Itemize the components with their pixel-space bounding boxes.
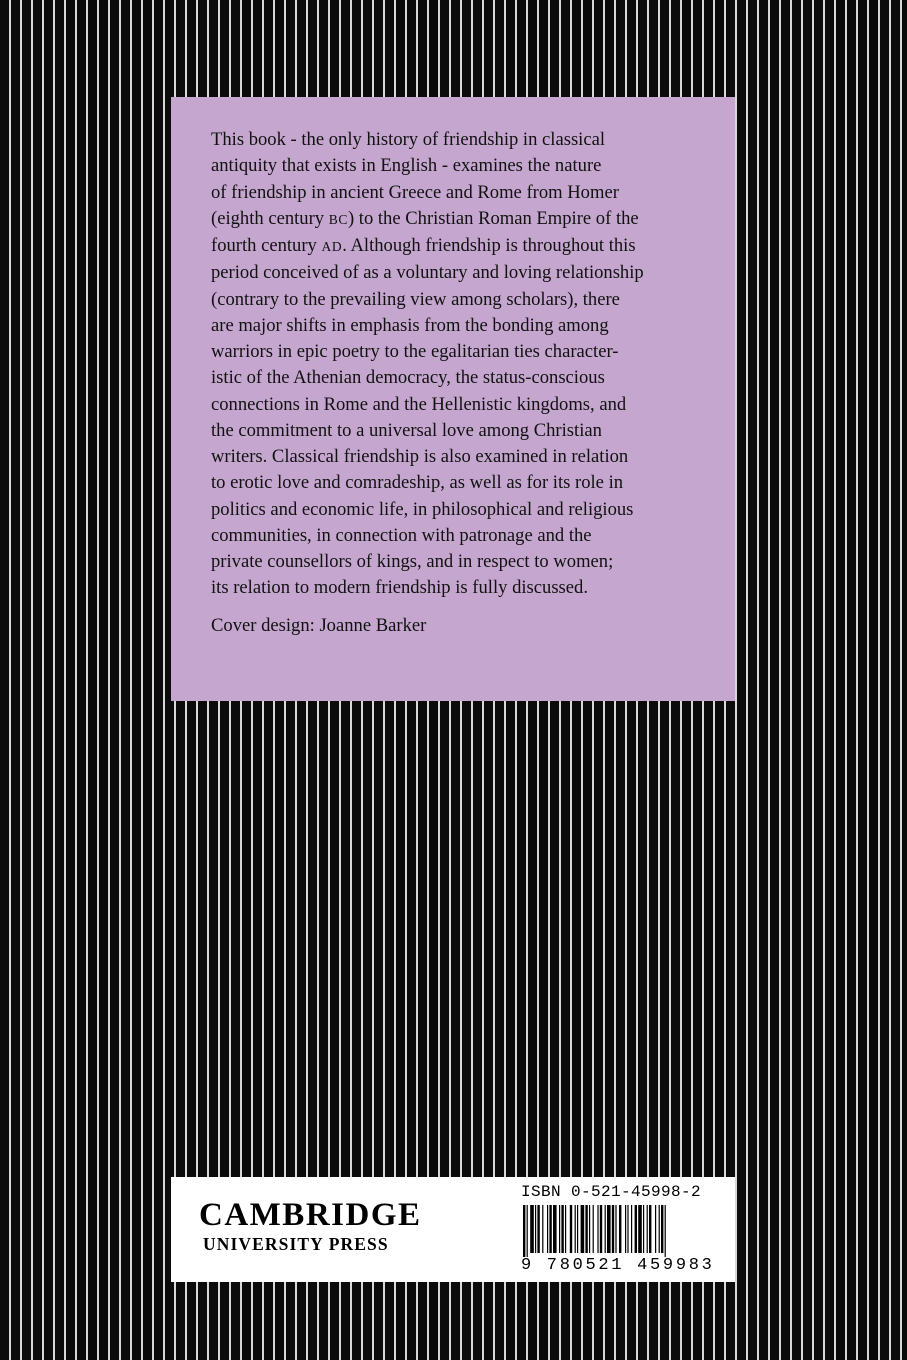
blurb-segment: period conceived of as a voluntary and loving relationship <box>211 262 644 284</box>
blurb-line <box>211 313 715 339</box>
blurb-line <box>211 392 715 418</box>
isbn-label: ISBN 0-521-45998-2 <box>521 1183 702 1201</box>
blurb-line <box>211 260 715 286</box>
blurb-segment: the commitment to a universal love among Christian <box>211 419 602 441</box>
blurb-segment: private counsellors of kings, and in respect to women; <box>211 551 614 572</box>
blurb-segment: fourth century <box>211 235 322 256</box>
blurb-line <box>211 497 715 523</box>
blurb-line <box>211 470 715 496</box>
publisher-logo <box>199 1197 422 1255</box>
era-abbreviation: AD <box>321 239 343 254</box>
blurb-line <box>211 418 715 444</box>
blurb-segment: This book - the only history of friendship in classical <box>211 129 606 150</box>
blurb-segment: ) to the Christian Roman Empire of the <box>347 207 639 229</box>
blurb-segment: its relation to modern friendship is fully discussed. <box>211 577 588 599</box>
blurb-line <box>211 549 715 575</box>
blurb-segment: (contrary to the prevailing view among scholars), there <box>211 288 620 310</box>
blurb-line <box>211 127 715 153</box>
blurb-segment: of friendship in ancient Greece and Rome from Homer <box>211 181 619 203</box>
blurb-line <box>211 365 715 391</box>
blurb-line <box>211 339 715 365</box>
blurb-segment: politics and economic life, in philosophical and religious <box>211 498 634 520</box>
blurb-segment: are major shifts in emphasis from the bonding among <box>211 314 609 336</box>
blurb-line <box>211 444 715 470</box>
barcode-icon <box>521 1205 711 1257</box>
publisher-name: CAMBRIDGE <box>199 1197 422 1233</box>
blurb-segment: writers. Classical friendship is also examined in relation <box>211 446 629 467</box>
era-abbreviation: BC <box>328 211 348 227</box>
blurb-segment: (eighth century <box>211 207 329 229</box>
publisher-footer <box>171 1177 735 1282</box>
blurb-line <box>211 287 715 313</box>
blurb-segment: antiquity that exists in English - examines the nature <box>211 155 602 177</box>
blurb-line <box>211 206 715 233</box>
blurb-segment: to erotic love and comradeship, as well as for its role in <box>211 472 624 494</box>
blurb-line <box>211 523 715 549</box>
blurb-segment: communities, in connection with patronage and the <box>211 524 592 546</box>
blurb-segment: . Although friendship is throughout this <box>342 235 636 256</box>
blurb-line <box>211 233 715 260</box>
blurb-line <box>211 180 715 206</box>
blurb-panel <box>171 97 735 701</box>
barcode-number: 9 780521 459983 <box>521 1256 715 1275</box>
blurb-line <box>211 575 715 601</box>
blurb-segment: warriors in epic poetry to the egalitarian ties character- <box>211 341 619 362</box>
blurb-line <box>211 153 715 179</box>
blurb-text <box>211 127 715 602</box>
cover-credit: Cover design: Joanne Barker <box>211 614 427 636</box>
blurb-segment: istic of the Athenian democracy, the status-conscious <box>211 367 605 389</box>
blurb-segment: connections in Rome and the Hellenistic kingdoms, and <box>211 393 627 415</box>
publisher-subtitle: UNIVERSITY PRESS <box>203 1234 389 1254</box>
